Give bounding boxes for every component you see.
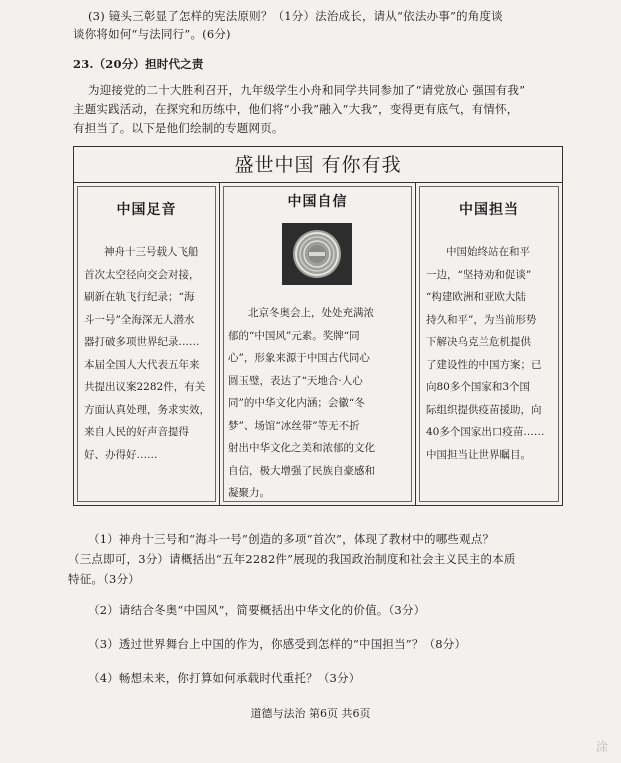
column-heading: 中国担当: [459, 202, 519, 218]
sub-question: （2）请结合冬奥“中国风”，简要概括出中华文化的价值。（3分）: [88, 603, 426, 617]
sub-question: 特征。（3分）: [68, 572, 140, 586]
q23-intro-line: 有担当了。以下是他们绘制的专题网页。: [73, 121, 284, 135]
sub-question: （三点即可，3分）请概括出“五年2282件”展现的我国政治制度和社会主义民主的本质: [68, 552, 516, 566]
q23-header: 23.（20分）担时代之责: [73, 57, 204, 71]
text-line: 中国担当让世界瞩目。: [426, 448, 531, 461]
column-heading: 中国足音: [116, 202, 177, 218]
text-line: “构建欧洲和亚欧大陆: [426, 291, 526, 303]
text-line: 凝聚力。: [228, 487, 270, 499]
poster-column-footsteps: [74, 183, 220, 505]
page-footer: 道德与法治 第6页 共6页: [250, 707, 371, 720]
text-line: 向80多个国家和3个国: [426, 381, 531, 393]
text-line: 同”的中华文化内涵；会徽“冬: [228, 397, 365, 409]
q23-intro-line: 主题实践活动，在探究和历练中，他们将“小我”融入“大我”，变得更有底气，有情怀，: [73, 102, 519, 116]
text-line: 梦”、场馆“冰丝带”等无不折: [228, 419, 360, 432]
q22-line-2: 谈你将如何“与法同行”。(6分): [73, 27, 231, 41]
text-line: 心”，形象来源于中国古代同心: [228, 352, 370, 364]
poster-column-confidence: [220, 183, 416, 505]
poster-column-responsibility: [416, 183, 562, 505]
text-line: 圆玉璧，表达了“天地合·人心: [228, 374, 363, 387]
poster-title: 盛世中国 有你有我: [74, 147, 562, 183]
text-line: 斗一号”全海深无人潜水: [84, 313, 195, 326]
sub-question: （1）神舟十三号和“海斗一号”创造的多项“首次”，体现了教材中的哪些观点？: [88, 532, 495, 546]
text-line: 中国始终站在和平: [446, 246, 530, 258]
text-line: 际组织提供疫苗援助，向: [426, 403, 542, 416]
text-line: 了建设性的中国方案；已: [426, 358, 542, 371]
text-line: 好、办得好……: [84, 448, 158, 461]
column-text: [84, 241, 210, 466]
text-line: 持久和平”，为当前形势: [426, 313, 537, 326]
column-heading: 中国自信: [287, 194, 348, 210]
text-line: 神舟十三号载人飞船: [104, 246, 199, 258]
column-text: [228, 302, 375, 505]
text-line: 郁的“中国风”元素。奖牌“同: [228, 329, 360, 342]
text-line: 方面认真处理，务求实效，: [84, 403, 210, 416]
column-text: [426, 241, 544, 466]
text-line: 一边，“坚持劝和促谈”: [426, 268, 532, 281]
text-line: 40多个国家出口疫苗……: [426, 426, 545, 438]
text-line: 共提出议案2282件，有关: [84, 381, 206, 393]
text-line: 下解决乌克兰危机提供: [426, 336, 531, 348]
medal-icon: [282, 223, 352, 285]
text-line: 器打破多项世界纪录……: [84, 336, 200, 348]
text-line: 本届全国人大代表五年来: [84, 358, 200, 371]
sub-question: （3）透过世界舞台上中国的作为，你感受到怎样的“中国担当”？（8分）: [88, 637, 467, 651]
sub-question: （4）畅想未来，你打算如何承载时代重托？（3分）: [88, 671, 361, 685]
text-line: 刷新在轨飞行纪录；“海: [84, 291, 195, 303]
text-line: 首次太空径向交会对接，: [84, 268, 200, 281]
text-line: 来自人民的好声音提得: [84, 426, 189, 438]
q22-line-1: (3) 镜头三彰显了怎样的宪法原则？（1分）法治成长，请从“依法办事”的角度谈: [88, 9, 503, 23]
topic-webpage-poster: [73, 146, 563, 506]
text-line: 自信，极大增强了民族自豪感和: [228, 464, 375, 477]
text-line: 北京冬奥会上，处处充满浓: [248, 307, 374, 319]
corner-mark: 涂: [596, 740, 609, 754]
text-line: 射出中华文化之美和浓郁的文化: [228, 442, 375, 454]
q23-intro-line: 为迎接党的二十大胜利召开，九年级学生小舟和同学共同参加了“请党放心 强国有我”: [88, 83, 526, 97]
